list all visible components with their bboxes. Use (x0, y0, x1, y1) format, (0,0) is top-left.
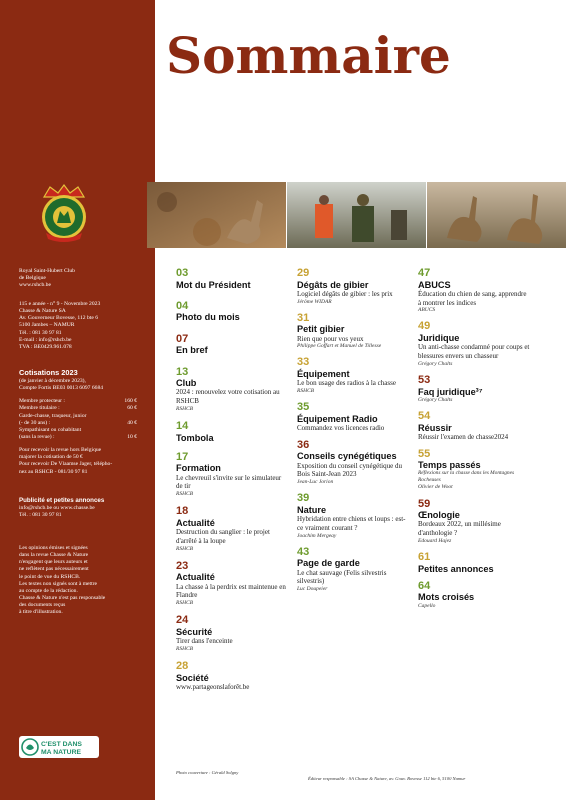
page-number: 35 (297, 401, 310, 414)
entry-description: Destruction du sanglier : le projet d'arrêté à la loupe (176, 528, 270, 545)
toc-entry[interactable] (418, 321, 530, 367)
disclaimer-line: au compte de la rédaction. (19, 587, 78, 594)
publication-info (19, 301, 137, 351)
photo-deer (147, 182, 286, 248)
toc-entry[interactable] (176, 506, 286, 552)
dues-row: Garde-chasse, traqueur, junior (19, 412, 87, 419)
entry-description: Tirer dans l'enceinte (176, 637, 233, 646)
entry-description: Éducation du chien de sang, apprendre à montrer les indices (418, 289, 527, 307)
entry-link[interactable]: www.partageonslaforêt.be (176, 682, 250, 691)
page-number: 59 (418, 497, 431, 510)
entry-title: Sécurité (176, 626, 213, 637)
toc-entry[interactable] (176, 334, 286, 356)
sidebar (0, 0, 155, 800)
entry-author: RSHCB (176, 600, 194, 607)
entry-author: Jean-Luc Jorion (297, 479, 334, 486)
entry-author: Luc Doupeier (297, 586, 328, 593)
entry-description: Logiciel dégâts de gibier : les prix (297, 289, 393, 298)
badge-line-2: MA NATURE (41, 749, 82, 756)
toc-entry[interactable] (418, 268, 530, 314)
dues-row: Sympathisant ou cohabitant (19, 426, 82, 433)
ads-phone: Tél. : 081 30 97 81 (19, 512, 62, 519)
entry-title: Photo du mois (176, 312, 240, 323)
entry-author: Jérôme WIDAR (297, 298, 332, 305)
toc-entry[interactable] (297, 313, 409, 351)
toc-entry[interactable] (297, 547, 409, 593)
page-number: 43 (297, 545, 310, 558)
entry-author: RSHCB (176, 491, 194, 498)
toc-column-3 (418, 268, 530, 610)
toc-entry[interactable] (176, 452, 286, 498)
entry-description: Exposition du conseil cynégétique du Bois Saint-Jean 2023 (297, 461, 402, 479)
dues-section (19, 369, 137, 476)
photo-hares (427, 182, 566, 248)
dues-line: Compte Fortis BE03 0013 6097 6684 (19, 385, 104, 392)
entry-title: Conseils cynégétiques (297, 451, 397, 462)
dues-row: (sans la revue) : 10 € (19, 433, 137, 440)
disclaimer-line: Les textes non signés sont à mettre (19, 580, 97, 587)
entry-description: Hybridation entre chiens et loups : est-ce vraiment courant ? (297, 515, 406, 532)
entry-title: Tombola (176, 432, 214, 443)
toc-entry[interactable] (297, 440, 409, 486)
entry-title: ABUCS (418, 279, 451, 290)
entry-title: Société (176, 672, 209, 683)
info-line: Chasse & Nature SA (19, 308, 66, 315)
entry-title: Réussir (418, 422, 452, 433)
toc-entry[interactable] (297, 402, 409, 433)
ads-section (19, 497, 137, 519)
toc-entry[interactable] (418, 411, 530, 442)
dues-row: Membre protecteur : 160 € (19, 398, 137, 405)
toc-entry[interactable] (418, 581, 530, 610)
info-line: TVA : BE0429.961.078 (19, 343, 72, 350)
entry-description: Réussir l'examen de chasse2024 (418, 432, 509, 441)
toc-entry[interactable] (418, 499, 530, 545)
disclaimer-line: Les opinions émises et signées (19, 545, 88, 551)
disclaimer-line: à titre d'illustration. (19, 609, 63, 616)
entry-description: Le chevreuil s'invite sur le simulateur de tir (176, 473, 282, 491)
toc-column-2 (297, 268, 409, 593)
entry-title: En bref (176, 345, 208, 356)
dues-line: (de janvier à décembre 2023), (19, 377, 86, 384)
page-number: 31 (297, 311, 310, 324)
abroad-line: majorer la cotisation de 50 € (19, 454, 83, 461)
disclaimer (19, 545, 137, 617)
info-line: Av. Gouverneur Bovesse, 112 bte 6 (19, 315, 99, 322)
abroad-line: Pour recevoir De Vlaamse Jager, télépho- (19, 461, 113, 468)
page-number: 14 (176, 420, 189, 433)
page-number: 64 (418, 579, 431, 592)
entry-description: Le bon usage des radios à la chasse (297, 379, 396, 388)
page-title: Sommaire (166, 26, 451, 85)
dues-title: Cotisations 2023 (19, 369, 78, 377)
club-identity (19, 268, 137, 289)
toc-entry[interactable] (176, 367, 286, 413)
abroad-line: nez au RSHCB - 081/30 97 81 (19, 468, 88, 475)
entry-author: Grégory Chalts (418, 360, 453, 367)
toc-entry[interactable] (418, 449, 530, 492)
badge-line-1: C'EST DANS (41, 741, 82, 748)
club-crest-logo (36, 183, 92, 243)
entry-title: Œnologie (418, 510, 460, 521)
entry-title: Temps passés (418, 460, 481, 471)
entry-author: Olivier de Woot (418, 484, 453, 491)
entry-description: Commandez vos licences radio (297, 424, 385, 433)
club-name-line: Royal Saint-Hubert Club (19, 268, 75, 274)
entry-author: RSHCB (176, 545, 194, 552)
entry-author: Grégory Chalts (418, 396, 453, 403)
entry-author: RSHCB (297, 388, 315, 395)
page-number: 03 (176, 267, 189, 279)
page-number: 53 (418, 373, 431, 386)
disclaimer-line: des documents reçus (19, 602, 66, 609)
publisher-line: Éditeur responsable : SA Chasse & Nature, av. Gouv. Bovesse 112 bte 6, 5100 Namur (308, 776, 466, 781)
entry-description: Un anti-chasse condamné pour coups et blessures envers un chasseur (418, 343, 530, 361)
info-line: 5100 Jambes – NAMUR (19, 322, 75, 329)
dues-row: (- de 30 ans) : 40 € (19, 419, 137, 426)
entry-description: Le chat sauvage (Felis silvestris silvestris) (297, 568, 387, 586)
toc-entry[interactable] (297, 357, 409, 395)
page-number: 24 (176, 614, 189, 627)
disclaimer-line: ne reflètent pas nécessairement (19, 566, 89, 573)
disclaimer-line: dans la revue Chasse & Nature (19, 552, 89, 559)
ads-email[interactable]: info@rshcb.be ou www.chasse.be (19, 504, 95, 511)
page-number: 13 (176, 365, 189, 378)
entry-description: 2024 : renouvelez votre cotisation au RSHCB (176, 388, 280, 406)
toc-entry[interactable] (297, 268, 409, 306)
entry-title: Mots croisés (418, 592, 475, 603)
toc-entry[interactable] (176, 561, 286, 607)
entry-title: Faq juridique³⁷ (418, 386, 483, 397)
entry-title: Équipement Radio (297, 413, 378, 424)
toc-entry[interactable] (176, 268, 286, 290)
toc-entry[interactable] (418, 552, 530, 574)
toc-entry[interactable] (176, 615, 286, 653)
photo-hunters (287, 182, 426, 248)
entry-title: Actualité (176, 517, 215, 528)
entry-title: Dégâts de gibier (297, 279, 369, 290)
entry-author: Philippe Goffart et Manuel de Tillesse (297, 343, 382, 350)
entry-title: Page de garde (297, 558, 360, 569)
info-line: Tél. : 081 30 97 81 (19, 329, 62, 336)
disclaimer-line: n'engagent que leurs auteurs et (19, 559, 88, 566)
page-number: 61 (418, 551, 431, 564)
info-line: 115 e année - n° 9 - Novembre 2023 (19, 301, 101, 307)
toc-column-1 (176, 268, 286, 692)
info-line: E-mail : info@rshcb.be (19, 336, 72, 343)
entry-author: Capello (418, 602, 436, 609)
entry-title: Nature (297, 504, 327, 515)
disclaimer-line: le point de vue du RSHCB. (19, 573, 81, 580)
page-number: 04 (176, 299, 189, 312)
page-number: 29 (297, 267, 310, 279)
ads-title: Publicité et petites annonces (19, 497, 105, 504)
page-number: 49 (418, 320, 431, 333)
entry-author: Joachim Mergeay (297, 532, 337, 539)
toc-entry[interactable] (418, 375, 530, 404)
entry-title: Actualité (176, 572, 215, 583)
entry-author: RSHCB (176, 645, 194, 652)
entry-author: RSHCB (176, 405, 194, 412)
page-number: 28 (176, 660, 189, 673)
toc-entry[interactable] (297, 493, 409, 539)
page-number: 36 (297, 438, 310, 451)
entry-title: Club (176, 378, 197, 389)
entry-description: La chasse à la perdrix est maintenue en Flandre (176, 582, 286, 600)
dues-row: Membre titulaire : 60 € (19, 405, 137, 412)
entry-description: Réflexions sur la chasse dans les Montagnes Rocheuses (418, 470, 515, 484)
page-number: 18 (176, 505, 189, 518)
page-number: 17 (176, 450, 189, 463)
abroad-line: Pour recevoir la revue hors Belgique (19, 447, 102, 454)
page-number: 55 (418, 447, 431, 460)
page-number: 54 (418, 409, 431, 422)
entry-description: Rien que pour vos yeux (297, 334, 364, 343)
entry-description: Bordeaux 2022, un millésime d'anthologie ? (418, 520, 501, 538)
page-number: 07 (176, 332, 189, 345)
club-website: www.rshcb.be (19, 282, 51, 289)
photo-credit: Photo couverture : Gérald Solgny (176, 770, 239, 775)
toc-entry[interactable] (176, 301, 286, 323)
entry-title: Petit gibier (297, 324, 345, 335)
page-number: 23 (176, 559, 189, 572)
entry-author: Edouard Hajez (418, 537, 452, 544)
club-name-line: de Belgique (19, 275, 46, 282)
page-number: 47 (418, 267, 431, 279)
entry-title: Équipement (297, 369, 350, 380)
page-number: 39 (297, 492, 310, 505)
entry-title: Mot du Président (176, 279, 251, 290)
photo-strip (147, 182, 566, 248)
page-number: 33 (297, 356, 310, 369)
nature-badge (19, 736, 99, 758)
entry-title: Formation (176, 463, 221, 474)
toc-entry[interactable] (176, 661, 286, 692)
disclaimer-line: Chasse & Nature n'est pas responsable (19, 595, 106, 602)
toc-entry[interactable] (176, 421, 286, 443)
entry-title: Juridique (418, 333, 460, 344)
entry-author: ABUCS (418, 307, 436, 314)
entry-title: Petites annonces (418, 563, 494, 574)
